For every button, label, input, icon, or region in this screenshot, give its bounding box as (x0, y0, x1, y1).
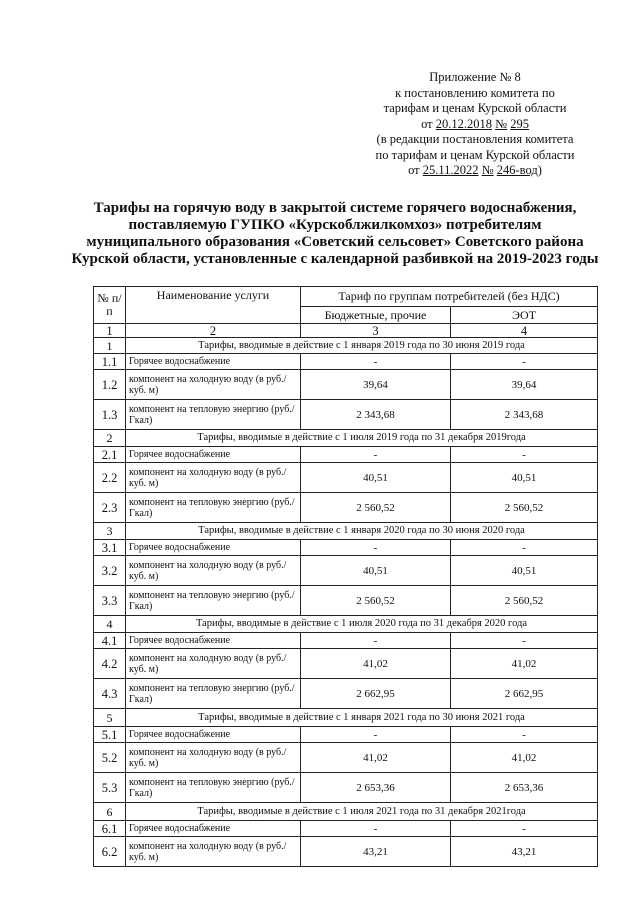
section-row (94, 523, 598, 540)
appendix-line-5: (в редакции постановления комитета (376, 132, 574, 146)
row-budget-tariff: 2 343,68 (301, 400, 451, 430)
row-budget-tariff: - (301, 447, 451, 463)
table-row (94, 586, 598, 616)
section-title: Тарифы, вводимые в действие с 1 января 2020 года по 30 июня 2020 года (126, 523, 598, 540)
table-row (94, 447, 598, 463)
table-row (94, 773, 598, 803)
row-number: 3.1 (94, 540, 126, 556)
table-row (94, 821, 598, 837)
row-eot-tariff: 2 560,52 (451, 493, 598, 523)
section-row (94, 338, 598, 354)
section-row (94, 430, 598, 447)
header-budget: Бюджетные, прочие (301, 307, 451, 324)
table-row (94, 463, 598, 493)
appendix-line-6: по тарифам и ценам Курской области (375, 147, 575, 162)
row-number: 5.3 (94, 773, 126, 803)
row-service-name: Горячее водоснабжение (126, 354, 301, 370)
row-number: 1.1 (94, 354, 126, 370)
appendix-no-sign: № (495, 116, 508, 131)
appendix-line-7 (355, 163, 595, 179)
column-number-1: 1 (94, 324, 126, 338)
table-row (94, 354, 598, 370)
appendix-block (355, 70, 595, 179)
table-row (94, 743, 598, 773)
tariff-table-body (94, 287, 598, 867)
row-service-name: компонент на тепловую энергию (руб./Гкал) (126, 400, 301, 430)
row-eot-tariff: - (451, 354, 598, 370)
table-row (94, 727, 598, 743)
row-service-name: компонент на холодную воду (в руб./куб. м) (126, 556, 301, 586)
section-number: 3 (94, 523, 126, 540)
row-service-name: компонент на тепловую энергию (руб./Гкал) (126, 679, 301, 709)
row-number: 2.2 (94, 463, 126, 493)
document-title: Тарифы на горячую воду в закрытой системе горячего водоснабжения, поставляемую ГУПКО «Курскоблжилкомхоз» потребителям муниципального образования «Советский сельсовет» Советского района Курской области, установленные с календарной разбивкой на 2019-2023 годы (71, 200, 599, 267)
row-service-name: компонент на тепловую энергию (руб./Гкал) (126, 773, 301, 803)
appendix-date: 20.12.2018 (435, 116, 492, 131)
row-service-name: Горячее водоснабжение (126, 447, 301, 463)
tariff-table (93, 286, 598, 867)
row-number: 1.3 (94, 400, 126, 430)
section-row (94, 709, 598, 727)
row-service-name: компонент на холодную воду (в руб./куб. м) (126, 649, 301, 679)
row-service-name: Горячее водоснабжение (126, 821, 301, 837)
row-number: 1.2 (94, 370, 126, 400)
row-budget-tariff: 2 653,36 (301, 773, 451, 803)
row-number: 2.3 (94, 493, 126, 523)
row-eot-tariff: 41,02 (451, 649, 598, 679)
row-budget-tariff: - (301, 354, 451, 370)
column-number-2: 2 (126, 324, 301, 338)
section-number: 6 (94, 803, 126, 821)
column-number-3: 3 (301, 324, 451, 338)
appendix-line-2: к постановлению комитета по (395, 85, 555, 100)
row-service-name: компонент на холодную воду (в руб./куб. м) (126, 743, 301, 773)
appendix-date-2: 25.11.2022 (422, 163, 479, 177)
row-budget-tariff: 41,02 (301, 649, 451, 679)
header-num: № п/п (94, 287, 126, 324)
row-number: 4.3 (94, 679, 126, 709)
row-service-name: Горячее водоснабжение (126, 727, 301, 743)
appendix-from-2: от (408, 163, 420, 177)
section-number: 5 (94, 709, 126, 727)
row-service-name: компонент на холодную воду (в руб./куб. м) (126, 837, 301, 867)
row-number: 5.1 (94, 727, 126, 743)
section-row (94, 803, 598, 821)
row-budget-tariff: 2 662,95 (301, 679, 451, 709)
section-title: Тарифы, вводимые в действие с 1 июля 2019 года по 31 декабря 2019года (126, 430, 598, 447)
row-service-name: Горячее водоснабжение (126, 540, 301, 556)
appendix-number-2: 246-вод (496, 163, 538, 177)
row-eot-tariff: - (451, 727, 598, 743)
appendix-number: 295 (510, 116, 529, 131)
table-row (94, 493, 598, 523)
row-service-name: компонент на холодную воду (в руб./куб. м) (126, 370, 301, 400)
row-budget-tariff: - (301, 821, 451, 837)
row-number: 4.1 (94, 633, 126, 649)
appendix-line-1: Приложение № 8 (429, 70, 521, 84)
table-row (94, 370, 598, 400)
row-number: 6.1 (94, 821, 126, 837)
row-eot-tariff: 41,02 (451, 743, 598, 773)
row-service-name: компонент на тепловую энергию (руб./Гкал) (126, 586, 301, 616)
row-eot-tariff: 2 343,68 (451, 400, 598, 430)
table-row (94, 400, 598, 430)
appendix-line-3: тарифам и ценам Курской области (383, 101, 567, 115)
row-eot-tariff: 40,51 (451, 463, 598, 493)
row-eot-tariff: - (451, 540, 598, 556)
row-eot-tariff: 40,51 (451, 556, 598, 586)
section-title: Тарифы, вводимые в действие с 1 июля 2021 года по 31 декабря 2021года (126, 803, 598, 821)
row-budget-tariff: - (301, 633, 451, 649)
row-eot-tariff: 2 662,95 (451, 679, 598, 709)
row-budget-tariff: 43,21 (301, 837, 451, 867)
appendix-from: от (421, 116, 433, 131)
row-number: 3.3 (94, 586, 126, 616)
row-number: 4.2 (94, 649, 126, 679)
row-eot-tariff: 2 653,36 (451, 773, 598, 803)
column-number-row (94, 324, 598, 338)
row-eot-tariff: - (451, 447, 598, 463)
section-title: Тарифы, вводимые в действие с 1 июля 2020 года по 31 декабря 2020 года (126, 616, 598, 633)
row-service-name: компонент на тепловую энергию (руб./Гкал) (126, 493, 301, 523)
row-budget-tariff: 41,02 (301, 743, 451, 773)
table-row (94, 837, 598, 867)
column-number-4: 4 (451, 324, 598, 338)
header-row (94, 287, 598, 307)
appendix-line-4 (355, 117, 595, 133)
section-title: Тарифы, вводимые в действие с 1 января 2021 года по 30 июня 2021 года (126, 709, 598, 727)
row-number: 5.2 (94, 743, 126, 773)
row-number: 2.1 (94, 447, 126, 463)
row-budget-tariff: 40,51 (301, 463, 451, 493)
table-row (94, 540, 598, 556)
header-service: Наименование услуги (126, 287, 301, 324)
appendix-close-paren: ) (537, 163, 542, 177)
row-budget-tariff: - (301, 727, 451, 743)
row-eot-tariff: - (451, 821, 598, 837)
row-budget-tariff: 2 560,52 (301, 493, 451, 523)
row-eot-tariff: 2 560,52 (451, 586, 598, 616)
table-row (94, 633, 598, 649)
table-row (94, 556, 598, 586)
section-number: 4 (94, 616, 126, 633)
row-budget-tariff: - (301, 540, 451, 556)
row-eot-tariff: 43,21 (451, 837, 598, 867)
appendix-no-sign-2: № (481, 163, 494, 177)
row-eot-tariff: 39,64 (451, 370, 598, 400)
row-service-name: Горячее водоснабжение (126, 633, 301, 649)
row-service-name: компонент на холодную воду (в руб./куб. м) (126, 463, 301, 493)
section-title: Тарифы, вводимые в действие с 1 января 2019 года по 30 июня 2019 года (126, 338, 598, 354)
row-budget-tariff: 40,51 (301, 556, 451, 586)
header-eot: ЭОТ (451, 307, 598, 324)
row-budget-tariff: 39,64 (301, 370, 451, 400)
section-number: 2 (94, 430, 126, 447)
table-row (94, 679, 598, 709)
header-group: Тариф по группам потребителей (без НДС) (301, 287, 598, 307)
row-number: 6.2 (94, 837, 126, 867)
section-row (94, 616, 598, 633)
table-row (94, 649, 598, 679)
row-budget-tariff: 2 560,52 (301, 586, 451, 616)
row-eot-tariff: - (451, 633, 598, 649)
row-number: 3.2 (94, 556, 126, 586)
section-number: 1 (94, 338, 126, 354)
